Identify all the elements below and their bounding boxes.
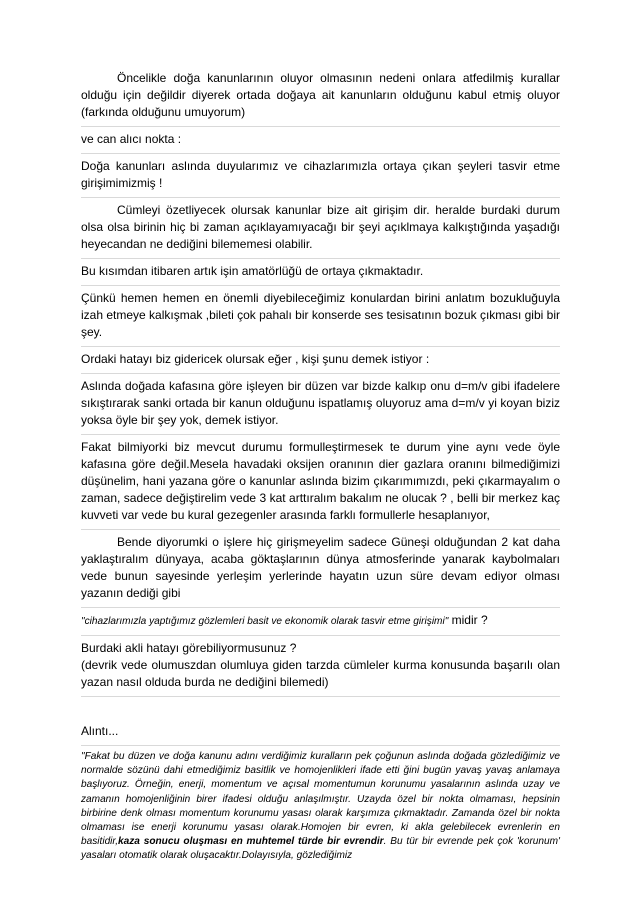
divider [81,126,560,127]
spacer [81,701,560,723]
divider [81,258,560,259]
divider [81,635,560,636]
document-page [81,70,560,864]
divider [81,696,560,697]
divider [81,745,560,746]
quote-text-bold: kaza sonucu oluşması en muhtemel türde bir evrendir [118,836,384,848]
paragraph-13: (devrik vede olumuszdan olumluya giden tarzda cümleler kurma konusunda başarılı olan yazan nasıl olduda burda ne dediğini bilemedi) [81,658,560,689]
divider [81,153,560,154]
quote-text-start: "Fakat bu düzen ve doğa kanunu adını verdiğimiz kuralların pek çoğunun aslında doğada gözlediğimiz ve normalde sözünü dahi etmediğimiz basitlik ve homojenlikleri ifade etti ğini bugün yavaş yavaş anlamaya başlıyoruz. Örneğin, enerji, momentum ve açısal momentumun korunumu yasalarının aslında uzay ve zamanın homojenliğinin birer ifadesi olduğu anlaşılmıştır. Uzayda özel bir nokta olmaması, hepsinin birbirine denk olması momentum korunumu yasası olarak karşımıza çıkmaktadır. Zamanda özel bir nokta olmaması ise enerji korunumu yasası olarak.Homojen bir evren, ki akla gelebilecek evrenlerin en basitidir, [81,751,560,848]
paragraph-3: Doğa kanunları aslında duyularımız ve cihazlarımızla ortaya çıkan şeyleri tasvir etme girişimimizmiş ! [81,159,560,190]
block-quote [81,750,560,864]
paragraph-11-tail: midir ? [448,613,488,627]
divider [81,346,560,347]
paragraph-4: Cümleyi özetliyecek olursak kanunlar bize ait girişim dir. heralde burdaki durum olsa olsa birinin hiç bi zaman açıklayamıyacağı bir şeyi açıklmaya kalkıştığında yaşadığı heyecandan ne dediğini bilememesi olabilir. [81,203,560,251]
paragraph-10: Bende diyorumki o işlere hiç girişmeyelim sadece Güneşi olduğundan 2 kat daha yaklaştıralım dünyaya, acaba göktaşlarının dünya atmosferinde yanarak kaybolmaları vede bunun sayesinde yerleşim yerlerinde hayatın uzun süre devam ediyor olması yazanın dediği gibi [81,535,560,600]
quote-heading: Alıntı... [81,724,119,738]
paragraph-2: ve can alıcı nokta : [81,132,182,146]
paragraph-8: Aslında doğada kafasına göre işleyen bir düzen var bizde kalkıp onu d=m/v gibi ifadelere sıkıştırarak sanki ortada bir kanun olduğunu ispatlamış oluyoruz ama d=m/v yi koyan biziz yoksa öyle bir şey yok, demek istiyor. [81,379,560,427]
paragraph-5: Bu kısımdan itibaren artık işin amatörlüğü de ortaya çıkmaktadır. [81,264,424,278]
divider [81,197,560,198]
paragraph-11 [81,612,560,630]
divider [81,285,560,286]
quoted-phrase: "cihazlarımızla yaptığımız gözlemleri basit ve ekonomik olarak tasvir etme girişimi" [81,616,449,627]
divider [81,607,560,608]
divider [81,373,560,374]
paragraph-9: Fakat bilmiyorki biz mevcut durumu formulleştirmesek te durum yine aynı vede öyle kafasına göre değil.Mesela havadaki oksijen oranının dier gazlara oranını bilmediğimizi düşünelim, hani yazana göre o kanunlar aslında bizim çıkarımımızdı, peki çıkarmayalım o zaman, sadece değiştirelim vede 3 kat arttıralım bakalım ne olucak ? , belli bir merkez kaç kuvveti var vede bu kural gezegenler arasında farklı formullerle hesaplanıyor, [81,440,560,522]
divider [81,529,560,530]
paragraph-7: Ordaki hatayı biz gidericek olursak eğer , kişi şunu demek istiyor : [81,352,430,366]
divider [81,434,560,435]
quote-text-end: . Bu tür bir evrende pek çok 'korunum' yasaları otomatik olarak oluşacaktır.Dolayısıyla, gözlediğimiz [81,836,560,862]
paragraph-6: Çünkü hemen hemen en önemli diyebileceğimiz konulardan birini anlatım bozukluğuyla izah etmeye kalkışmak ,bileti çok pahalı bir konserde ses tesisatının bozuk çıkması gibi bir şey. [81,291,560,339]
paragraph-12: Burdaki akli hatayı görebiliyormusunuz ? [81,641,297,655]
paragraph-1: Öncelikle doğa kanunlarının oluyor olmasının nedeni onlara atfedilmiş kurallar olduğu için değildir diyerek ortada doğaya ait kanunların olduğunu kabul etmiş oluyor (farkında olduğunu umuyorum) [81,71,560,119]
